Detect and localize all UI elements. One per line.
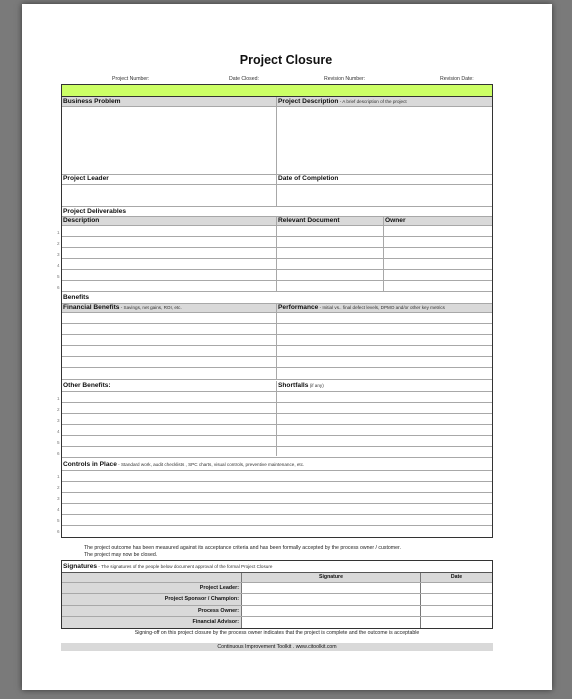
project-number-label: Project Number:: [112, 76, 150, 82]
signature-field[interactable]: [242, 617, 420, 627]
revision-date-label: Revision Date:: [440, 76, 474, 82]
date-of-completion-heading: Date of Completion: [278, 175, 339, 182]
row-number: 5: [57, 274, 60, 279]
revision-number-label: Revision Number:: [324, 76, 366, 82]
signoff-note: Signing-off on this project closure by the process owner indicates that the project is complete and the outcome is acceptable: [134, 630, 420, 636]
business-problem-heading: Business Problem: [62, 97, 276, 106]
row-number: 2: [57, 241, 60, 246]
date-field[interactable]: [421, 594, 492, 604]
date-col-header: Date: [450, 574, 463, 580]
row-number: 2: [57, 485, 60, 490]
row-number: 1: [57, 474, 60, 479]
sponsor-sign-label: Project Sponsor / Champion:: [164, 596, 239, 602]
description-col-header: Description: [63, 217, 100, 224]
process-owner-sign-label: Process Owner:: [197, 608, 239, 614]
signatures-heading: Signatures - The signatures of the people below document approval of the formal Project Closure: [63, 563, 273, 570]
row-number: 3: [57, 496, 60, 501]
controls-in-place-heading: Controls in Place - Standard work, audit checklists , SPC charts, visual controls, preventive maintenance, etc.: [63, 461, 305, 468]
row-number: 1: [57, 396, 60, 401]
project-leader-field[interactable]: [62, 185, 276, 206]
row-number: 6: [57, 451, 60, 456]
row-number: 5: [57, 518, 60, 523]
row-number: 4: [57, 507, 60, 512]
row-number: 6: [57, 529, 60, 534]
relevant-document-col-header: Relevant Document: [278, 217, 340, 224]
row-number: 1: [57, 230, 60, 235]
footer: Continuous Improvement Toolkit . www.citoolkit.com: [61, 643, 493, 651]
closure-note: The project may now be closed.: [84, 552, 158, 558]
date-field[interactable]: [421, 606, 492, 616]
project-deliverables-heading: Project Deliverables: [63, 208, 127, 215]
shortfalls-heading: Shortfalls (if any): [278, 382, 324, 389]
date-field[interactable]: [421, 583, 492, 593]
row-number: 3: [57, 252, 60, 257]
project-description-field[interactable]: [277, 106, 492, 174]
row-number: 6: [57, 285, 60, 290]
page-title: Project Closure: [239, 53, 333, 67]
row-number: 5: [57, 440, 60, 445]
benefits-heading: Benefits: [63, 294, 90, 301]
row-number: 4: [57, 429, 60, 434]
closure-form: [61, 84, 493, 538]
row-number: 3: [57, 418, 60, 423]
financial-benefits-heading: Financial Benefits - Savings, net gains, ROI, etc.: [63, 304, 182, 311]
date-field[interactable]: [421, 617, 492, 627]
project-leader-sign-label: Project Leader:: [199, 585, 239, 591]
owner-col-header: Owner: [385, 217, 406, 224]
date-closed-label: Date Closed:: [229, 76, 259, 82]
row-number: 4: [57, 263, 60, 268]
signatures-table: [61, 560, 493, 629]
project-leader-heading: Project Leader: [63, 175, 109, 182]
performance-heading: Performance - Initial vs.. final defect levels, DPMO and/or other key metrics: [278, 304, 445, 311]
signature-field[interactable]: [242, 606, 420, 616]
other-benefits-heading: Other Benefits:: [63, 382, 111, 389]
date-of-completion-field[interactable]: [277, 185, 492, 206]
project-description-heading: Project Description - A brief description of the project: [277, 97, 492, 106]
acceptance-note: The project outcome has been measured against its acceptance criteria and has been formally accepted by the process owner / customer.: [84, 545, 401, 551]
business-problem-field[interactable]: [62, 106, 276, 174]
signature-field[interactable]: [242, 583, 420, 593]
row-number: 2: [57, 407, 60, 412]
financial-advisor-sign-label: Financial Advisor:: [192, 619, 239, 625]
signature-col-header: Signature: [319, 574, 343, 580]
accent-band: [62, 85, 492, 96]
signature-field[interactable]: [242, 594, 420, 604]
